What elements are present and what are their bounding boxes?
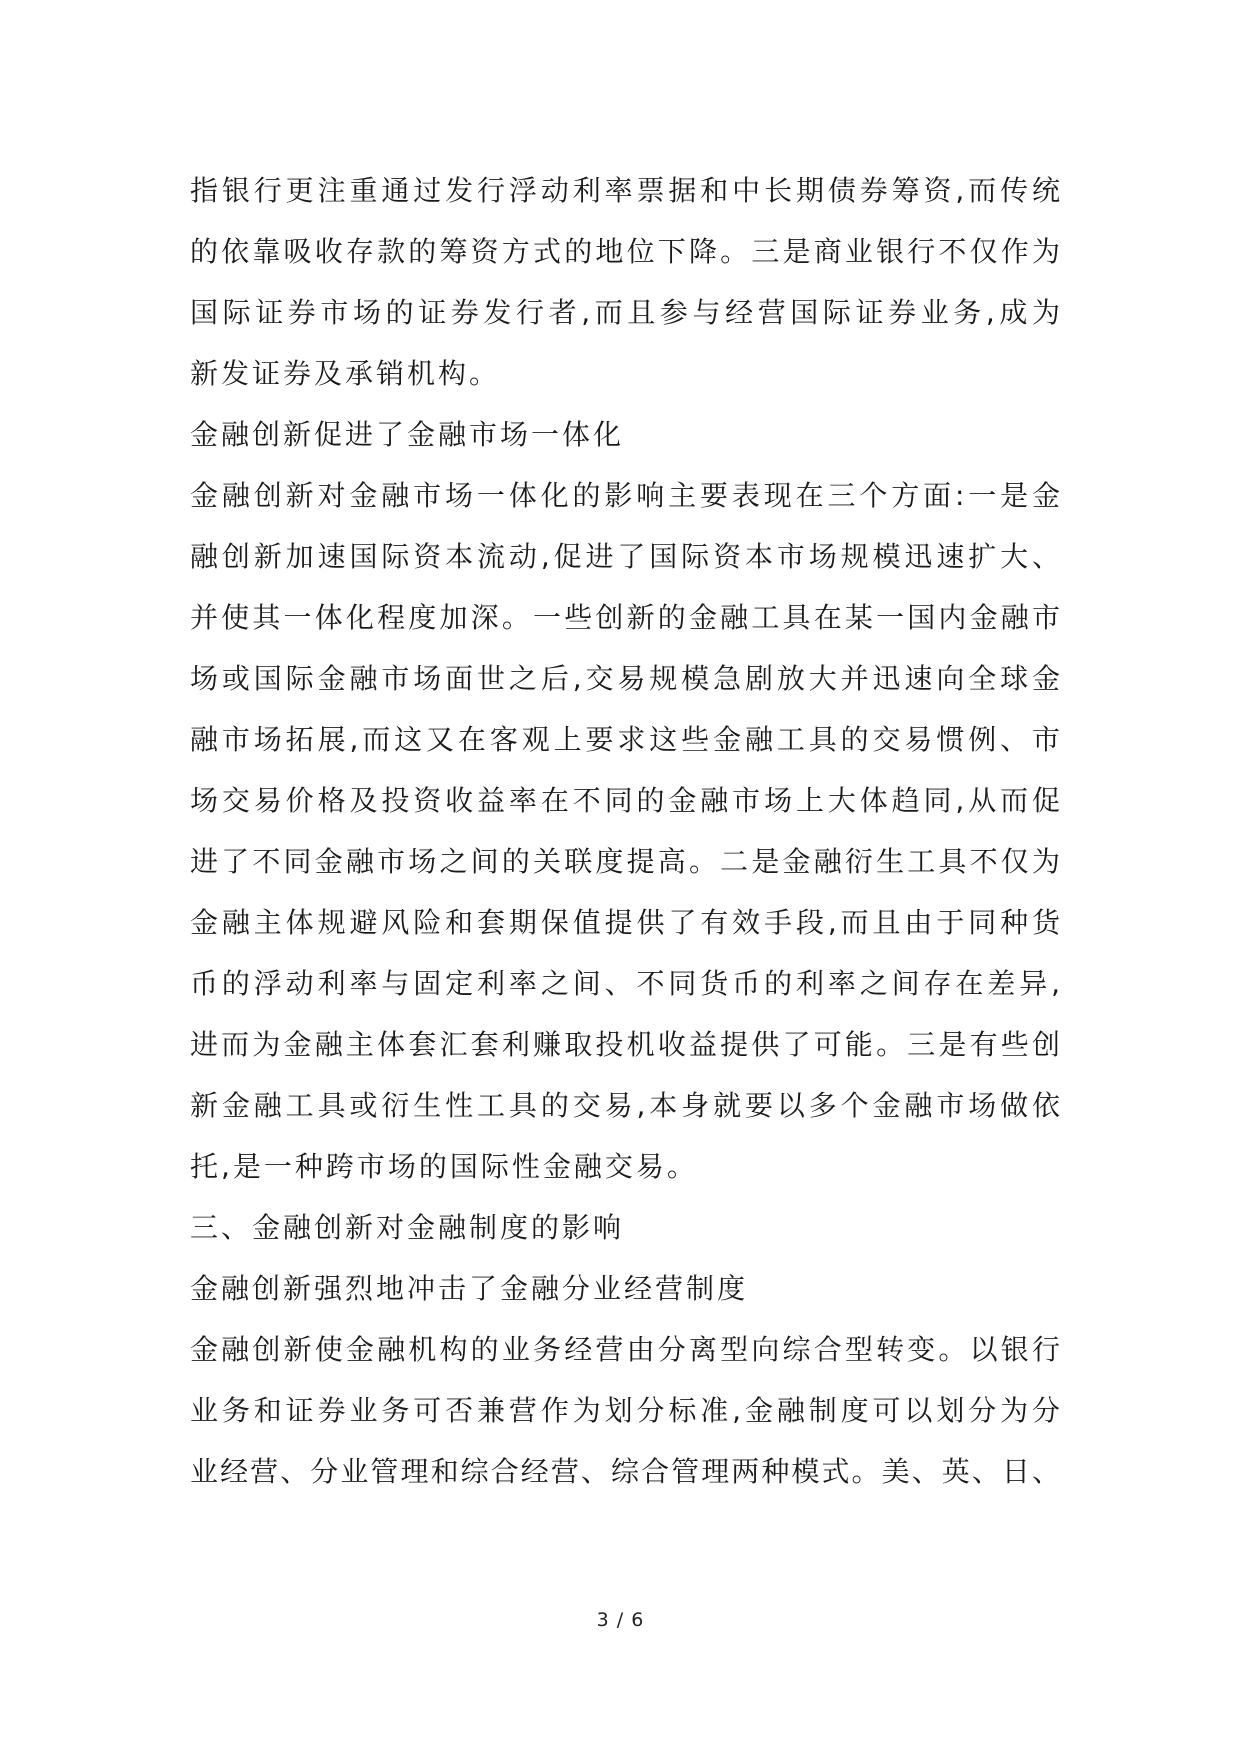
text-line: 业务和证券业务可否兼营作为划分标准,金融制度可以划分为分 <box>190 1394 1060 1427</box>
text-line: 场或国际金融市场面世之后,交易规模急剧放大并迅速向全球金 <box>190 662 1060 695</box>
section-heading: 金融创新促进了金融市场一体化 <box>190 418 625 451</box>
text-line: 融创新加速国际资本流动,促进了国际资本市场规模迅速扩大、 <box>190 540 1060 573</box>
text-line: 业经营、分业管理和综合经营、综合管理两种模式。美、英、日、 <box>190 1455 1060 1488</box>
text-line: 币的浮动利率与固定利率之间、不同货币的利率之间存在差异, <box>190 967 1060 1000</box>
text-line: 指银行更注重通过发行浮动利率票据和中长期债券筹资,而传统 <box>190 174 1060 207</box>
text-line: 金融创新对金融市场一体化的影响主要表现在三个方面:一是金 <box>190 479 1060 512</box>
text-line: 进而为金融主体套汇套利赚取投机收益提供了可能。三是有些创 <box>190 1028 1060 1061</box>
text-line: 金融创新使金融机构的业务经营由分离型向综合型转变。以银行 <box>190 1333 1060 1366</box>
page-number: 3 / 6 <box>596 1609 645 1631</box>
text-line: 并使其一体化程度加深。一些创新的金融工具在某一国内金融市 <box>190 601 1060 634</box>
text-line: 新发证券及承销机构。 <box>190 357 501 390</box>
text-line: 进了不同金融市场之间的关联度提高。二是金融衍生工具不仅为 <box>190 845 1060 878</box>
text-line: 新金融工具或衍生性工具的交易,本身就要以多个金融市场做依 <box>190 1089 1060 1122</box>
text-line: 国际证券市场的证券发行者,而且参与经营国际证券业务,成为 <box>190 296 1060 329</box>
text-line: 金融主体规避风险和套期保值提供了有效手段,而且由于同种货 <box>190 906 1060 939</box>
text-line: 场交易价格及投资收益率在不同的金融市场上大体趋同,从而促 <box>190 784 1060 817</box>
section-heading: 三、金融创新对金融制度的影响 <box>190 1211 625 1244</box>
page-body <box>190 160 1060 1502</box>
text-line: 的依靠吸收存款的筹资方式的地位下降。三是商业银行不仅作为 <box>190 235 1060 268</box>
text-line: 托,是一种跨市场的国际性金融交易。 <box>190 1150 698 1183</box>
section-heading: 金融创新强烈地冲击了金融分业经营制度 <box>190 1272 749 1305</box>
text-line: 融市场拓展,而这又在客观上要求这些金融工具的交易惯例、市 <box>190 723 1060 756</box>
